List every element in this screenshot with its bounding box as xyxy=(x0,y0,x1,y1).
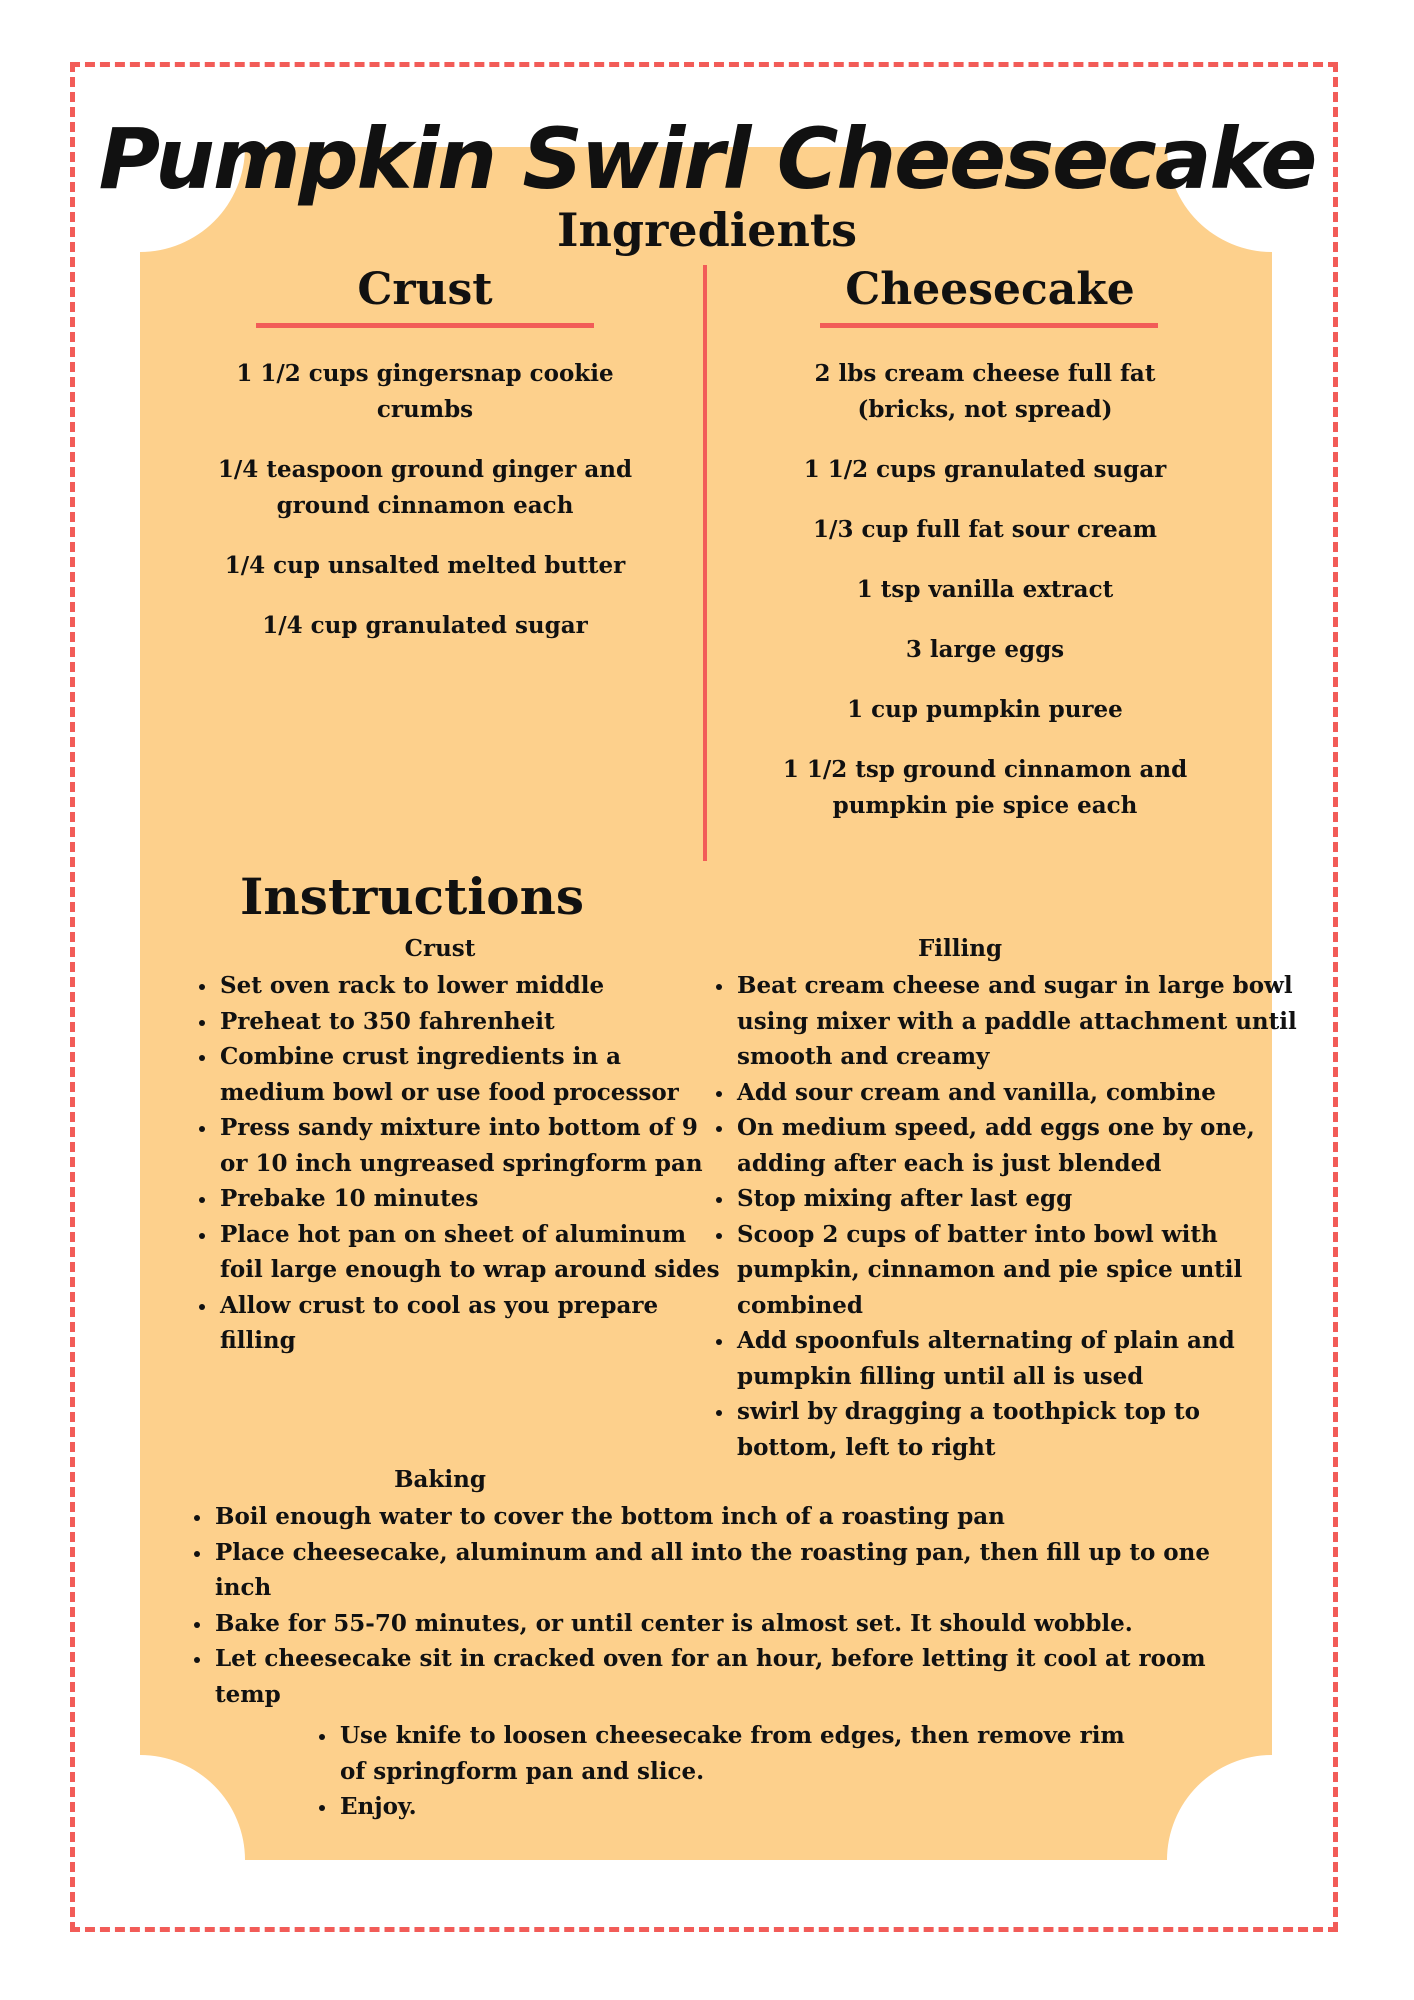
recipe-title: Pumpkin Swirl Cheesecake xyxy=(98,110,1316,208)
final-steps-list xyxy=(306,1718,1138,1825)
step-item: • Prebake 10 minutes xyxy=(218,1181,733,1217)
filling-steps-heading: Filling xyxy=(917,935,1003,962)
ingredient-item: 1/4 cup granulated sugar xyxy=(262,612,588,639)
step-item: • Add sour cream and vanilla, combine xyxy=(735,1075,1300,1111)
step-item: • Combine crust ingredients in a medium bowl or use food processor xyxy=(218,1039,733,1110)
step-item: • Use knife to loosen cheesecake from edges, then remove rim of springform pan and slice. xyxy=(338,1718,1138,1789)
ingredients-heading: Ingredients xyxy=(556,203,858,257)
ingredient-item: 1/4 cup unsalted melted butter xyxy=(224,552,626,579)
step-item: • Allow crust to cool as you prepare filling xyxy=(218,1288,733,1359)
step-item: • On medium speed, add eggs one by one, adding after each is just blended xyxy=(735,1110,1300,1181)
filling-steps-list xyxy=(703,968,1300,1465)
ingredient-item: 1 1/2 cups gingersnap cookie crumbs xyxy=(236,360,614,423)
crust-heading: Crust xyxy=(357,264,493,315)
step-item: • Scoop 2 cups of batter into bowl with pumpkin, cinnamon and pie spice until combined xyxy=(735,1217,1300,1324)
ingredient-item: 1 cup pumpkin puree xyxy=(847,696,1123,723)
column-divider xyxy=(703,265,707,861)
step-item: • swirl by dragging a toothpick top to bottom, left to right xyxy=(735,1394,1300,1465)
ingredient-item: 3 large eggs xyxy=(905,636,1065,663)
ingredient-item: 1 1/2 cups granulated sugar xyxy=(803,456,1167,483)
ingredient-item: 1/4 teaspoon ground ginger and ground cinnamon each xyxy=(217,456,633,519)
cheesecake-ingredients-list xyxy=(770,356,1200,848)
step-item: • Preheat to 350 fahrenheit xyxy=(218,1004,733,1040)
ingredient-item: 2 lbs cream cheese full fat (bricks, not spread) xyxy=(814,360,1156,423)
crust-heading-underline xyxy=(256,323,594,328)
ingredient-item: 1 tsp vanilla extract xyxy=(856,576,1114,603)
step-item: • Place hot pan on sheet of aluminum foil large enough to wrap around sides xyxy=(218,1217,733,1288)
step-item: • Stop mixing after last egg xyxy=(735,1181,1300,1217)
instructions-heading: Instructions xyxy=(240,867,585,926)
cheesecake-heading: Cheesecake xyxy=(845,264,1135,315)
crust-steps-list xyxy=(186,968,733,1359)
cheesecake-heading-underline xyxy=(820,323,1158,328)
step-item: • Set oven rack to lower middle xyxy=(218,968,733,1004)
step-item: • Add spoonfuls alternating of plain and pumpkin filling until all is used xyxy=(735,1323,1300,1394)
step-item: • Let cheesecake sit in cracked oven for an hour, before letting it cool at room temp xyxy=(213,1641,1263,1712)
baking-steps-heading: Baking xyxy=(394,1466,486,1493)
ingredient-item: 1/3 cup full fat sour cream xyxy=(813,516,1157,543)
baking-steps-list xyxy=(181,1499,1263,1712)
crust-ingredients-list xyxy=(205,356,645,668)
step-item: • Enjoy. xyxy=(338,1789,1138,1825)
crust-steps-heading: Crust xyxy=(404,935,476,962)
step-item: • Beat cream cheese and sugar in large bowl using mixer with a paddle attachment until smooth and creamy xyxy=(735,968,1300,1075)
step-item: • Press sandy mixture into bottom of 9 or 10 inch ungreased springform pan xyxy=(218,1110,733,1181)
step-item: • Bake for 55-70 minutes, or until center is almost set. It should wobble. xyxy=(213,1606,1263,1642)
step-item: • Place cheesecake, aluminum and all into the roasting pan, then fill up to one inch xyxy=(213,1535,1263,1606)
ingredient-item: 1 1/2 tsp ground cinnamon and pumpkin pie spice each xyxy=(782,756,1188,819)
step-item: • Boil enough water to cover the bottom inch of a roasting pan xyxy=(213,1499,1263,1535)
